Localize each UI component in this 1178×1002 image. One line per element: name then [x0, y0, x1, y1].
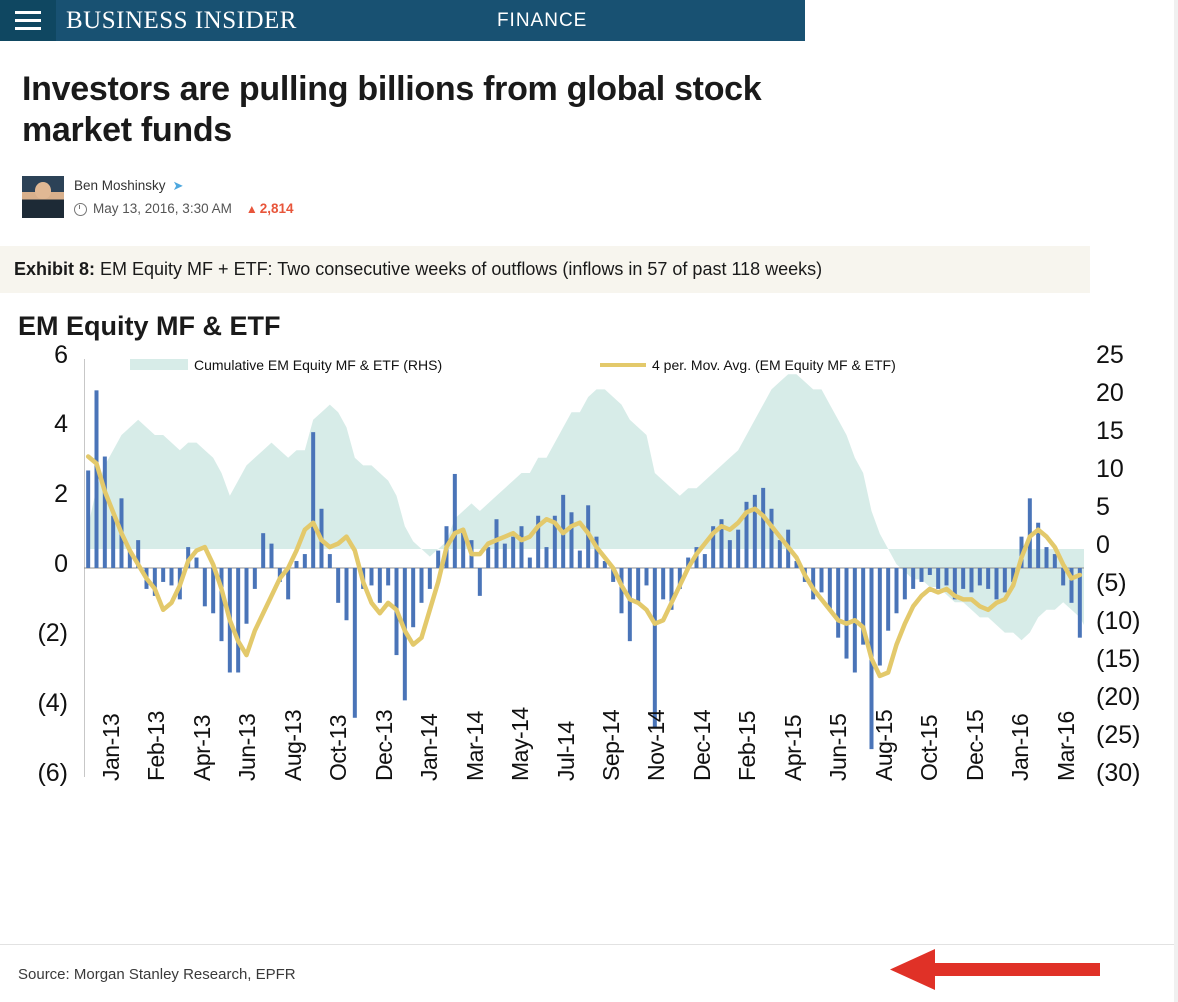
legend-label: 4 per. Mov. Avg. (EM Equity MF & ETF)	[652, 356, 896, 373]
x-axis-tick: Apr-13	[188, 714, 215, 781]
x-axis-tick: Jun-15	[825, 713, 852, 781]
avatar	[22, 176, 64, 218]
x-axis-tick: Apr-15	[779, 714, 806, 781]
x-axis-tick: Dec-13	[370, 709, 397, 781]
site-logo[interactable]: BUSINESS INSIDER	[66, 6, 297, 34]
author-name[interactable]: Ben Moshinsky	[74, 177, 166, 193]
clock-icon	[74, 203, 87, 216]
twitter-bird-icon[interactable]: ➤	[172, 178, 184, 194]
chart-source: Source: Morgan Stanley Research, EPFR	[18, 966, 296, 983]
hamburger-bar	[15, 19, 41, 22]
x-axis-tick: Feb-13	[143, 710, 170, 781]
chart-container	[0, 311, 1178, 931]
x-axis-tick: Aug-15	[870, 709, 897, 781]
y-axis-right-tick: (5)	[1096, 568, 1127, 597]
x-axis-tick: Oct-15	[916, 714, 943, 781]
y-axis-right-tick: 20	[1096, 378, 1124, 407]
flame-icon: ▲	[245, 202, 258, 217]
section-nav-finance[interactable]: FINANCE	[496, 9, 588, 31]
x-axis-tick: Sep-14	[598, 709, 624, 781]
y-axis-right-tick: (20)	[1096, 682, 1141, 711]
x-axis-tick: Mar-14	[461, 710, 488, 781]
y-axis-right-tick: 0	[1096, 530, 1110, 559]
y-axis-left-tick: (4)	[37, 689, 68, 718]
page-title: Investors are pulling billions from global stock market funds	[22, 70, 762, 150]
exhibit-text: EM Equity MF + ETF: Two consecutive weeks of outflows (inflows in 57 of past 118 weeks)	[100, 258, 823, 279]
status-badge	[246, 199, 294, 220]
byline	[22, 176, 1178, 220]
hamburger-bar	[15, 11, 41, 14]
y-axis-right-tick: 10	[1096, 454, 1124, 483]
x-axis-tick: Jan-16	[1007, 713, 1034, 781]
site-header	[0, 0, 805, 41]
chart-title: EM Equity MF & ETF	[18, 310, 281, 341]
y-axis-right-tick: 5	[1096, 492, 1110, 521]
y-axis-left-tick: (6)	[37, 758, 68, 787]
y-axis-right-tick: (30)	[1096, 758, 1141, 787]
x-axis-tick: Jan-14	[416, 713, 443, 781]
x-axis-tick: Oct-13	[325, 714, 352, 781]
x-axis-tick: Aug-13	[279, 709, 306, 781]
hamburger-bar	[15, 27, 41, 30]
y-axis-left-tick: 0	[54, 549, 68, 578]
x-axis-tick: Jul-14	[552, 721, 579, 781]
x-axis-tick: Dec-14	[688, 709, 715, 781]
exhibit-label: Exhibit 8:	[14, 258, 96, 279]
page-edge	[1174, 0, 1178, 1002]
y-axis-right-tick: (10)	[1096, 606, 1141, 635]
x-axis-tick: Jun-13	[234, 713, 261, 781]
timestamp: May 13, 2016, 3:30 AM	[93, 200, 232, 216]
x-axis-labels	[84, 707, 1084, 931]
y-axis-left-tick: 6	[54, 340, 68, 369]
x-axis-tick: May-14	[507, 707, 534, 781]
y-axis-right-tick: (15)	[1096, 644, 1141, 673]
y-axis-left-tick: 2	[54, 480, 68, 509]
hamburger-icon[interactable]	[0, 0, 56, 41]
y-axis-right-tick: 25	[1096, 340, 1124, 369]
y-axis-left-tick: 4	[54, 410, 68, 439]
y-axis-left-tick: (2)	[37, 619, 68, 648]
y-axis-right-tick: 15	[1096, 416, 1124, 445]
annotation-arrow-icon	[880, 941, 1100, 1001]
x-axis-tick: Jan-13	[98, 713, 124, 781]
x-axis-tick: Mar-16	[1052, 710, 1079, 781]
x-axis-tick: Feb-15	[734, 710, 761, 781]
x-axis-tick: Dec-15	[961, 709, 988, 781]
view-count: 2,814	[259, 200, 294, 216]
exhibit-caption	[0, 246, 1090, 293]
x-axis-tick: Nov-14	[643, 709, 670, 781]
divider	[0, 944, 1178, 945]
legend-label: Cumulative EM Equity MF & ETF (RHS)	[194, 356, 443, 373]
y-axis-right-tick: (25)	[1096, 720, 1141, 749]
